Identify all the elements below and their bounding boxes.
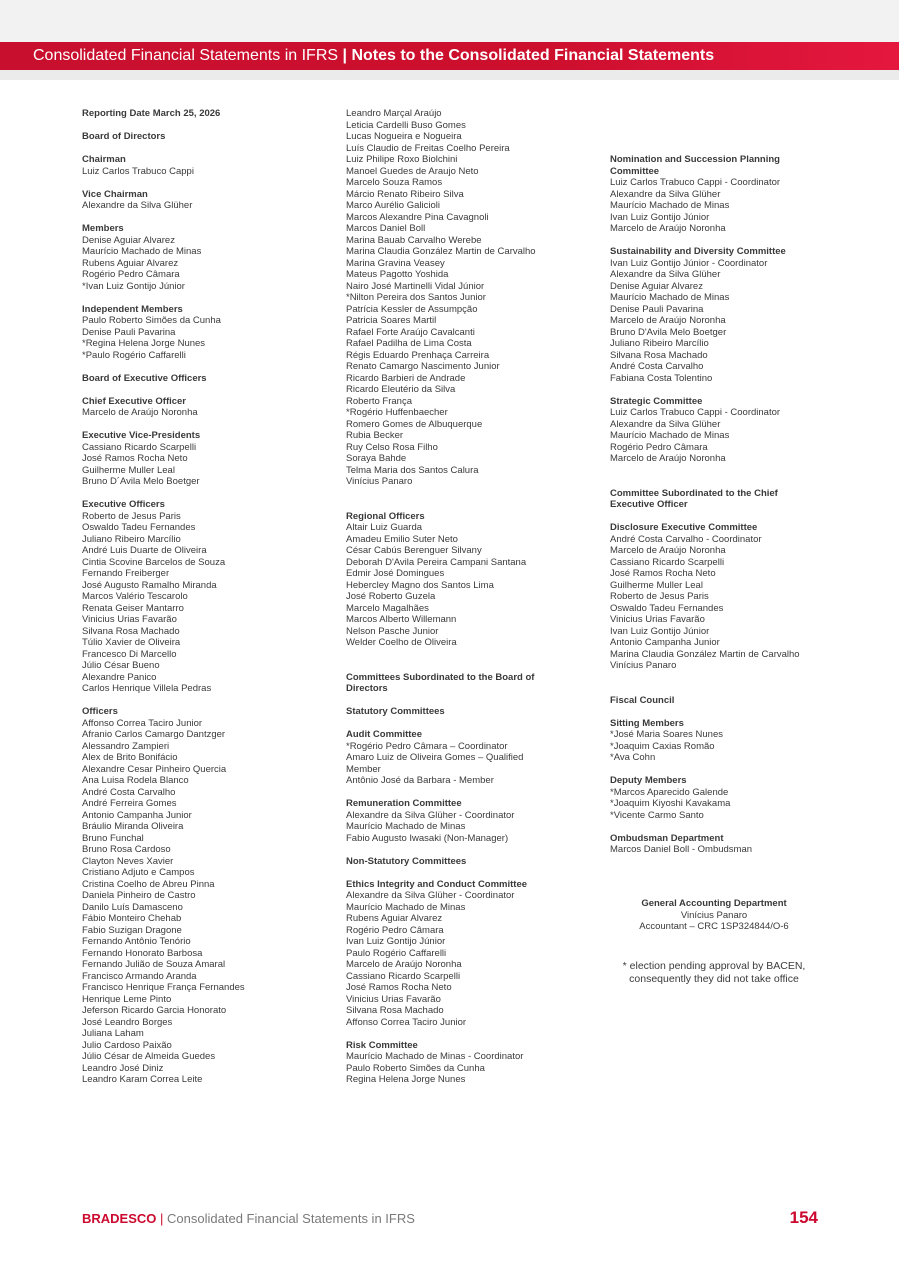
section-heading: Officers [82, 706, 118, 717]
person-entry: André Costa Carvalho [82, 786, 176, 798]
person-entry: Silvana Rosa Machado [82, 625, 180, 637]
person-entry: Rubens Aguiar Alvarez [346, 913, 443, 924]
person-entry: *Nilton Pereira dos Santos Junior [346, 292, 486, 303]
person-entry: Vinícius Panaro [346, 476, 413, 487]
person-entry: Fernando Julião de Souza Amaral [82, 959, 226, 970]
section-heading: Risk Committee [346, 1039, 418, 1051]
section-heading: Fiscal Council [610, 694, 675, 706]
spacer [346, 649, 604, 672]
spacer [610, 764, 850, 776]
person-entry: Francesco Di Marcello [82, 648, 177, 660]
section-heading: Ombudsman Department [610, 832, 724, 844]
person-entry: Alexandre da Silva Glüher - Coordinator [346, 890, 515, 901]
person-entry: Oswaldo Tadeu Fernandes [610, 602, 724, 614]
person-entry: Clayton Neves Xavier [82, 855, 174, 867]
person-entry: José Roberto Guzela [346, 591, 436, 602]
person-entry: Túlio Xavier de Oliveira [82, 637, 181, 648]
section-heading: Reporting Date March 25, 2026 [82, 108, 221, 119]
person-entry: Affonso Correa Taciro Junior [82, 717, 203, 729]
person-entry: Amadeu Emilio Suter Neto [346, 533, 458, 545]
spacer [82, 292, 337, 304]
person-entry: Rubens Aguiar Alvarez [82, 257, 179, 269]
footer-separator: | [160, 1211, 164, 1226]
person-entry: Rogério Pedro Câmara [82, 269, 180, 280]
footnote-line-1: * election pending approval by BACEN, [622, 960, 806, 972]
top-margin-band [0, 0, 899, 42]
section-heading: Chairman [82, 154, 126, 165]
person-entry: *Rogério Huffenbaecher [346, 407, 448, 418]
person-entry: *Regina Helena Jorge Nunes [82, 338, 206, 349]
person-entry: Régis Eduardo Prenhaça Carreira [346, 349, 490, 361]
person-entry: Marcelo Magalhães [346, 602, 429, 614]
spacer [346, 718, 604, 730]
person-entry: Marcelo de Araújo Noronha [610, 453, 726, 464]
person-entry: Fabiana Costa Tolentino [610, 372, 713, 384]
section-heading: Ethics Integrity and Conduct Committee [346, 878, 528, 890]
spacer [82, 143, 337, 155]
person-entry: Juliano Ribeiro Marcílio [82, 533, 181, 545]
person-entry: Antonio Campanha Junior [82, 809, 192, 821]
person-entry: Marco Aurélio Galicioli [346, 200, 440, 211]
person-entry: *Joaquim Kiyoshi Kavakama [610, 798, 731, 809]
person-entry: Regina Helena Jorge Nunes [346, 1074, 466, 1085]
person-entry: Maurício Machado de Minas [610, 200, 730, 211]
person-entry: Jeferson Ricardo Garcia Honorato [82, 1005, 227, 1016]
footnote-line-2: consequently they did not take office [629, 973, 799, 985]
person-entry: Denise Pauli Pavarina [610, 303, 704, 315]
person-entry: Marcelo de Araújo Noronha [610, 223, 726, 234]
person-entry: Deborah D'Avila Pereira Campani Santana [346, 556, 527, 568]
person-entry: Soraya Bahde [346, 453, 407, 464]
person-entry: André Costa Carvalho - Coordinator [610, 533, 762, 545]
spacer [346, 1028, 604, 1040]
person-entry: Marcelo de Araújo Noronha [82, 407, 198, 418]
person-entry: Alexandre da Silva Glüher [610, 418, 721, 430]
header-shadow-strip [0, 70, 899, 80]
person-entry: Ruy Celso Rosa Filho [346, 441, 438, 453]
person-entry: Cassiano Ricardo Scarpelli [346, 970, 461, 982]
person-entry: André Ferreira Gomes [82, 798, 177, 809]
section-heading: Executive Officers [82, 499, 165, 510]
person-entry: Francisco Henrique França Fernandes [82, 982, 245, 993]
person-entry: Rafael Forte Araújo Cavalcanti [346, 326, 475, 338]
spacer [82, 120, 337, 132]
person-entry: Guilherme Muller Leal [610, 579, 703, 591]
spacer [610, 511, 850, 523]
person-entry: Vinicius Urias Favarão [610, 614, 705, 625]
person-entry: Guilherme Muller Leal [82, 464, 175, 476]
person-entry: Daniela Pinheiro de Castro [82, 890, 196, 901]
section-heading: Committees Subordinated to the Board of [346, 671, 535, 683]
person-entry: Cassiano Ricardo Scarpelli [610, 556, 725, 568]
spacer [82, 419, 337, 431]
spacer [610, 672, 850, 695]
person-entry: Rubia Becker [346, 430, 404, 441]
spacer [82, 212, 337, 224]
header-section-title: Notes to the Consolidated Financial Statements [351, 47, 715, 64]
page-header-bar [0, 42, 899, 70]
person-entry: Roberto França [346, 395, 413, 407]
person-entry: Silvana Rosa Machado [610, 349, 708, 361]
person-entry: *Joaquim Caxias Romão [610, 740, 715, 752]
section-heading: Non-Statutory Committees [346, 855, 467, 867]
person-entry: *Paulo Rogério Caffarelli [82, 349, 186, 361]
section-heading: Committee [610, 165, 660, 177]
page-number: 154 [789, 1208, 818, 1227]
person-entry: Telma Maria dos Santos Calura [346, 464, 479, 476]
person-entry: Roberto de Jesus Paris [610, 591, 709, 602]
person-entry: Leandro José Diniz [82, 1062, 164, 1074]
column-left [82, 108, 337, 1086]
spacer [82, 384, 337, 396]
person-entry: José Leandro Borges [82, 1016, 173, 1028]
person-entry: Patricia Soares Martil [346, 315, 437, 326]
accountant-registration: Accountant – CRC 1SP324844/O-6 [639, 921, 789, 932]
accounting-department-title: General Accounting Department [641, 898, 787, 909]
spacer [82, 488, 337, 500]
spacer [82, 177, 337, 189]
person-entry: Paulo Roberto Simões da Cunha [346, 1062, 485, 1074]
person-entry: Paulo Roberto Simões da Cunha [82, 315, 221, 326]
person-entry: Bruno D´Avila Melo Boetger [82, 476, 200, 487]
person-entry: Alessandro Zampieri [82, 740, 170, 752]
person-entry: Luiz Carlos Trabuco Cappi [82, 165, 194, 177]
section-heading: Executive Vice-Presidents [82, 430, 201, 441]
column-right [610, 108, 850, 856]
person-entry: Alex de Brito Bonifácio [82, 752, 178, 763]
person-entry: Leticia Cardelli Buso Gomes [346, 119, 466, 131]
person-entry: Ana Luisa Rodela Blanco [82, 775, 189, 786]
person-entry: Cristiano Adjuto e Campos [82, 867, 195, 878]
person-entry: Marcelo Souza Ramos [346, 177, 443, 188]
spacer [346, 867, 604, 879]
header-text [33, 42, 714, 70]
person-entry: Marcelo de Araújo Noronha [610, 545, 726, 556]
person-entry: Ricardo Eleutério da Silva [346, 384, 456, 395]
person-entry: Bruno D'Avila Melo Boetger [610, 326, 727, 338]
section-heading: Directors [346, 683, 388, 694]
section-heading: Strategic Committee [610, 395, 703, 407]
person-entry: Marcelo de Araújo Noronha [610, 315, 726, 326]
footer-document-title: Consolidated Financial Statements in IFRS [167, 1211, 415, 1226]
person-entry: Bruno Rosa Cardoso [82, 844, 171, 855]
person-entry: Marina Bauab Carvalho Werebe [346, 234, 482, 246]
spacer [346, 695, 604, 707]
person-entry: Antonio Campanha Junior [610, 637, 720, 648]
person-entry: Patrícia Kessler de Assumpção [346, 303, 478, 315]
section-heading: Audit Committee [346, 729, 422, 740]
person-entry: Hebercley Magno dos Santos Lima [346, 579, 494, 591]
person-entry: José Augusto Ramalho Miranda [82, 579, 217, 591]
person-entry: Ivan Luiz Gontijo Júnior [610, 211, 710, 223]
person-entry: Leandro Marçal Araújo [346, 108, 442, 119]
section-heading: Vice Chairman [82, 188, 148, 200]
column-middle [346, 108, 604, 1086]
person-entry: Marina Claudia González Martin de Carvalho [610, 648, 800, 660]
person-entry: Denise Pauli Pavarina [82, 326, 176, 338]
spacer [346, 787, 604, 799]
spacer [82, 361, 337, 373]
spacer [610, 235, 850, 247]
spacer [610, 108, 850, 143]
person-entry: Leandro Karam Correa Leite [82, 1074, 203, 1085]
person-entry: Lucas Nogueira e Nogueira [346, 131, 462, 142]
header-document-title: Consolidated Financial Statements in IFRS [33, 47, 339, 64]
spacer [610, 465, 850, 488]
person-entry: Maurício Machado de Minas [610, 430, 730, 441]
person-entry: Denise Aguiar Alvarez [610, 280, 703, 292]
person-entry: Marcos Alberto Willemann [346, 614, 457, 625]
person-entry: Fabio Augusto Iwasaki (Non-Manager) [346, 832, 509, 844]
person-entry: *Ivan Luiz Gontijo Júnior [82, 280, 185, 292]
person-entry: Antônio José da Barbara - Member [346, 775, 494, 786]
person-entry: Marcos Daniel Boll [346, 223, 426, 234]
person-entry: Altair Luiz Guarda [346, 522, 423, 533]
section-heading: Disclosure Executive Committee [610, 522, 758, 533]
person-entry: Fernando Antônio Tenório [82, 936, 191, 947]
section-heading: Remuneration Committee [346, 798, 462, 809]
person-entry: Alexandre Panico [82, 671, 157, 683]
section-heading: Board of Executive Officers [82, 372, 207, 384]
page-footer [82, 1210, 818, 1230]
person-entry: Henrique Leme Pinto [82, 993, 172, 1005]
person-entry: José Ramos Rocha Neto [82, 453, 188, 464]
spacer [346, 844, 604, 856]
section-heading: Sustainability and Diversity Committee [610, 246, 786, 257]
person-entry: José Ramos Rocha Neto [346, 982, 452, 993]
spacer [346, 488, 604, 511]
person-entry: Juliano Ribeiro Marcílio [610, 338, 709, 349]
person-entry: Paulo Rogério Caffarelli [346, 947, 447, 959]
person-entry: Welder Coelho de Oliveira [346, 637, 457, 648]
person-entry: Cristina Coelho de Abreu Pinna [82, 878, 215, 890]
person-entry: Rogério Pedro Câmara [346, 924, 444, 936]
person-entry: Alexandre da Silva Glüher - Coordinator [346, 809, 515, 821]
person-entry: Rafael Padilha de Lima Costa [346, 338, 472, 349]
person-entry: Edmir José Domingues [346, 568, 445, 579]
person-entry: Alexandre da Silva Glüher [610, 269, 721, 280]
person-entry: Maurício Machado de Minas [346, 901, 466, 913]
section-heading: Board of Directors [82, 131, 166, 142]
footer-brand: BRADESCO [82, 1211, 157, 1226]
person-entry: Vinicius Urias Favarão [82, 614, 177, 625]
person-entry: *Rogério Pedro Câmara – Coordinator [346, 740, 508, 752]
person-entry: Fernando Honorato Barbosa [82, 947, 203, 959]
person-entry: Ivan Luiz Gontijo Júnior [346, 936, 446, 947]
person-entry: *José Maria Soares Nunes [610, 729, 723, 740]
spacer [610, 384, 850, 396]
section-heading: Nomination and Succession Planning [610, 154, 780, 165]
section-heading: Independent Members [82, 303, 183, 315]
person-entry: Marina Gravina Veasey [346, 257, 445, 269]
general-accounting-block [610, 898, 818, 933]
person-entry: Denise Aguiar Alvarez [82, 234, 175, 246]
person-entry: Cassiano Ricardo Scarpelli [82, 441, 197, 453]
person-entry: Nelson Pasche Junior [346, 625, 439, 637]
person-entry: Vinícius Panaro [610, 660, 677, 671]
section-heading: Statutory Committees [346, 706, 445, 717]
person-entry: Ricardo Barbieri de Andrade [346, 372, 466, 384]
section-heading: Members [82, 223, 124, 234]
person-entry: Maurício Machado de Minas [610, 292, 730, 303]
person-entry: Afranio Carlos Camargo Dantzger [82, 729, 226, 740]
accounting-name: Vinícius Panaro [680, 909, 748, 921]
section-heading: Deputy Members [610, 775, 687, 786]
person-entry: Member [346, 763, 381, 775]
person-entry: Silvana Rosa Machado [346, 1005, 444, 1016]
person-entry: Marcos Alexandre Pina Cavagnoli [346, 211, 489, 223]
person-entry: Carlos Henrique Villela Pedras [82, 683, 212, 694]
person-entry: Marina Claudia González Martin de Carvalho [346, 246, 536, 257]
person-entry: Francisco Armando Aranda [82, 970, 197, 982]
person-entry: Marcos Daniel Boll - Ombudsman [610, 844, 753, 855]
person-entry: Luiz Philipe Roxo Biolchini [346, 154, 458, 165]
person-entry: Roberto de Jesus Paris [82, 510, 181, 522]
person-entry: Danilo Luís Damasceno [82, 901, 183, 913]
spacer [610, 821, 850, 833]
person-entry: André Luis Duarte de Oliveira [82, 545, 207, 556]
person-entry: Maurício Machado de Minas [346, 821, 466, 832]
person-entry: Renata Geiser Mantarro [82, 602, 184, 614]
spacer [610, 706, 850, 718]
person-entry: Cintia Scovine Barcelos de Souza [82, 556, 226, 568]
person-entry: Alexandre Cesar Pinheiro Quercia [82, 763, 227, 775]
spacer [82, 695, 337, 707]
person-entry: Nairo José Martinelli Vidal Júnior [346, 280, 485, 292]
section-heading: Committee Subordinated to the Chief [610, 487, 778, 499]
person-entry: Márcio Renato Ribeiro Silva [346, 188, 464, 200]
person-entry: José Ramos Rocha Neto [610, 568, 716, 579]
section-heading: Regional Officers [346, 510, 425, 522]
person-entry: Marcelo de Araújo Noronha [346, 959, 462, 970]
election-footnote [610, 960, 818, 986]
person-entry: Bráulio Miranda Oliveira [82, 821, 184, 832]
person-entry: César Cabús Berenguer Silvany [346, 545, 482, 556]
person-entry: Bruno Funchal [82, 832, 144, 844]
person-entry: Alexandre da Silva Glüher [610, 188, 721, 200]
person-entry: Oswaldo Tadeu Fernandes [82, 522, 196, 533]
person-entry: Vinicius Urias Favarão [346, 993, 441, 1005]
person-entry: Marcos Valério Tescarolo [82, 591, 188, 602]
person-entry: Ivan Luiz Gontijo Júnior - Coordinator [610, 257, 768, 269]
person-entry: Rogério Pedro Câmara [610, 441, 708, 453]
person-entry: Júlio César de Almeida Guedes [82, 1051, 216, 1062]
spacer [610, 143, 850, 155]
person-entry: Luiz Carlos Trabuco Cappi - Coordinator [610, 407, 781, 418]
person-entry: Fabio Suzigan Dragone [82, 924, 182, 936]
person-entry: *Marcos Aparecido Galende [610, 786, 729, 798]
section-heading: Sitting Members [610, 717, 684, 729]
person-entry: Maurício Machado de Minas - Coordinator [346, 1051, 524, 1062]
person-entry: Amaro Luiz de Oliveira Gomes – Qualified [346, 752, 524, 763]
person-entry: Affonso Correa Taciro Junior [346, 1016, 467, 1028]
person-entry: Romero Gomes de Albuquerque [346, 418, 483, 430]
person-entry: Alexandre da Silva Glüher [82, 200, 193, 211]
person-entry: Renato Camargo Nascimento Junior [346, 361, 500, 372]
person-entry: *Vicente Carmo Santo [610, 809, 704, 821]
person-entry: Luiz Carlos Trabuco Cappi - Coordinator [610, 177, 781, 188]
section-heading: Chief Executive Officer [82, 395, 187, 407]
person-entry: Fernando Freiberger [82, 568, 170, 579]
person-entry: Júlio César Bueno [82, 660, 160, 671]
person-entry: Juliana Laham [82, 1028, 144, 1039]
person-entry: André Costa Carvalho [610, 361, 704, 372]
person-entry: *Ava Cohn [610, 752, 656, 763]
person-entry: Mateus Pagotto Yoshida [346, 269, 449, 280]
section-heading: Executive Officer [610, 499, 688, 510]
person-entry: Maurício Machado de Minas [82, 246, 202, 257]
header-separator: | [342, 47, 347, 64]
person-entry: Ivan Luiz Gontijo Júnior [610, 625, 710, 637]
person-entry: Julio Cardoso Paixão [82, 1039, 172, 1051]
person-entry: Fábio Monteiro Chehab [82, 913, 182, 924]
person-entry: Luís Claudio de Freitas Coelho Pereira [346, 142, 510, 154]
person-entry: Manoel Guedes de Araujo Neto [346, 165, 479, 177]
